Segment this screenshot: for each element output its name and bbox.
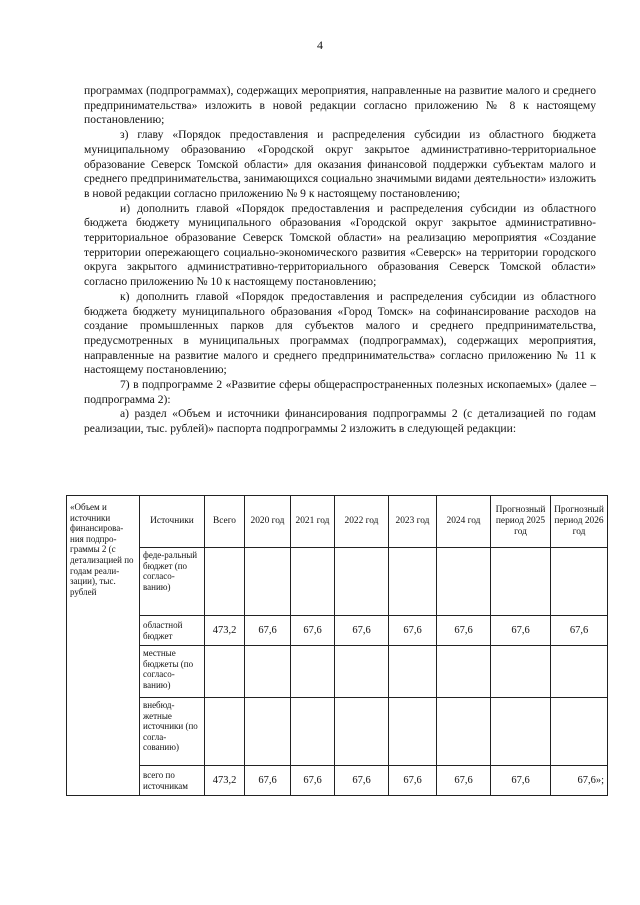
paragraph-i: и) дополнить главой «Порядок предоставления и распределения субсидии из областного бюджета бюджету муниципального образования «Городской округ закрытое административно-территориальное образование Северск Томской области» на реализацию мероприятия «Создание территории опережающего социально-экономического развития «Северск» на территории городского округа закрытого административно-территориального образования Северск Томской области» согласно приложению № 10 к настоящему постановлению;: [84, 201, 596, 289]
header-cell: 2021 год: [291, 496, 335, 548]
value-cell: [245, 548, 291, 616]
value-cell: 67,6: [551, 616, 608, 646]
value-cell: 67,6: [491, 616, 551, 646]
value-cell: 67,6»;: [551, 766, 608, 796]
header-cell: 2023 год: [389, 496, 437, 548]
header-cell: Источники: [140, 496, 205, 548]
value-cell: 67,6: [335, 766, 389, 796]
value-cell: [291, 698, 335, 766]
value-cell: [335, 646, 389, 698]
table-row: [67, 698, 608, 766]
paragraph-a: а) раздел «Объем и источники финансирования подпрограммы 2 (с детализацией по годам реализации, тыс. рублей)» паспорта подпрограммы 2 изложить в следующей редакции:: [84, 407, 596, 436]
value-cell: [551, 548, 608, 616]
value-cell: 67,6: [291, 766, 335, 796]
value-cell: 67,6: [291, 616, 335, 646]
value-cell: [491, 548, 551, 616]
table-header-row: [67, 496, 608, 548]
header-cell: Всего: [205, 496, 245, 548]
table-row-total: [67, 766, 608, 796]
value-cell: 67,6: [389, 766, 437, 796]
source-cell: внебюд-жетные источники (по согла-сованию): [140, 698, 205, 766]
value-cell: [437, 698, 491, 766]
value-cell: [551, 646, 608, 698]
value-cell: 67,6: [491, 766, 551, 796]
value-cell: [389, 646, 437, 698]
value-cell: [245, 698, 291, 766]
value-cell: 473,2: [205, 616, 245, 646]
value-cell: 67,6: [389, 616, 437, 646]
value-cell: 473,2: [205, 766, 245, 796]
value-cell: [245, 646, 291, 698]
source-cell: феде-ральный бюджет (по согласо-ванию): [140, 548, 205, 616]
page-number: 4: [317, 38, 323, 52]
value-cell: 67,6: [437, 616, 491, 646]
value-cell: 67,6: [335, 616, 389, 646]
value-cell: [205, 698, 245, 766]
value-cell: [491, 646, 551, 698]
header-cell: Прогнозный период 2026 год: [551, 496, 608, 548]
value-cell: [205, 646, 245, 698]
value-cell: [437, 646, 491, 698]
value-cell: [335, 698, 389, 766]
value-cell: 67,6: [245, 766, 291, 796]
value-cell: [437, 548, 491, 616]
value-cell: 67,6: [437, 766, 491, 796]
value-cell: [291, 646, 335, 698]
value-cell: [551, 698, 608, 766]
paragraph-continuation: программах (подпрограммах), содержащих мероприятия, направленные на развитие малого и среднего предпринимательства» изложить в новой редакции согласно приложению № 8 к настоящему постановлению;: [84, 84, 596, 127]
table-row: [67, 646, 608, 698]
header-cell: 2020 год: [245, 496, 291, 548]
paragraph-z: з) главу «Порядок предоставления и распределения субсидии из областного бюджета муниципальному образованию «Городской округ закрытое административно-территориальное образование Северск Томской области» для оказания финансовой поддержки субъектам малого и среднего предпринимательства, занимающихся социально значимыми видами деятельности» изложить в новой редакции согласно приложению № 9 к настоящему постановлению;: [84, 128, 596, 200]
header-cell: Прогнозный период 2025 год: [491, 496, 551, 548]
value-cell: [389, 548, 437, 616]
value-cell: [205, 548, 245, 616]
value-cell: [491, 698, 551, 766]
source-cell: областной бюджет: [140, 616, 205, 646]
source-cell: всего по источникам: [140, 766, 205, 796]
table-row: [67, 616, 608, 646]
financing-table: [66, 495, 608, 796]
header-cell: 2022 год: [335, 496, 389, 548]
value-cell: [335, 548, 389, 616]
value-cell: [291, 548, 335, 616]
table-row: [67, 548, 608, 616]
paragraph-k: к) дополнить главой «Порядок предоставления и распределения субсидии из областного бюджета бюджету муниципального образования «Город Томск» на софинансирование расходов на создание промышленных парков для субъектов малого и среднего предпринимательства, предусмотренных в муниципальных программах (подпрограммах), содержащих мероприятия, направленные на развитие малого и среднего предпринимательства» согласно приложению № 11 к настоящему постановлению;: [84, 289, 596, 377]
paragraph-7: 7) в подпрограмме 2 «Развитие сферы общераспространенных полезных ископаемых» (далее – подпрограмма 2):: [84, 378, 596, 406]
value-cell: [389, 698, 437, 766]
table-stub-cell: «Объем и источники финансирова-ния подпро-граммы 2 (с детализацией по годам реали-зации), тыс. рублей: [67, 496, 140, 796]
document-body: [84, 84, 596, 437]
header-cell: 2024 год: [437, 496, 491, 548]
value-cell: 67,6: [245, 616, 291, 646]
source-cell: местные бюджеты (по согласо-ванию): [140, 646, 205, 698]
